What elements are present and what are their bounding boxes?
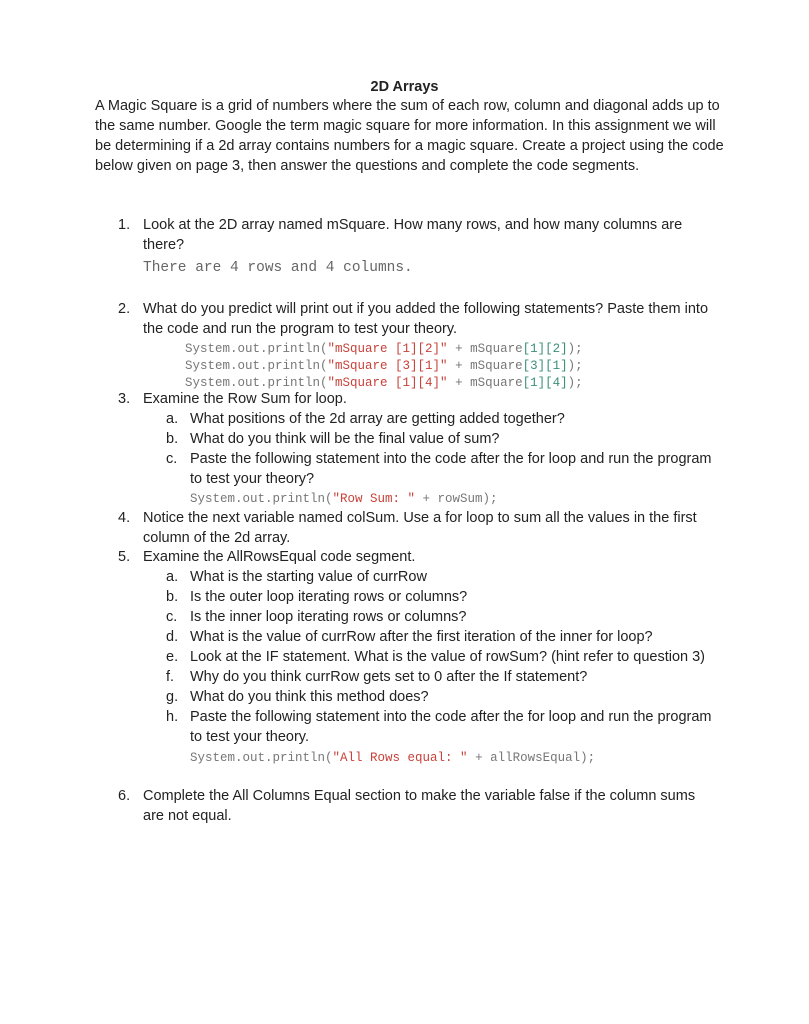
question-3 <box>118 389 718 508</box>
question-text: Notice the next variable named colSum. Use a for loop to sum all the values in the first column of the 2d array. <box>143 510 697 546</box>
code-block <box>185 341 718 392</box>
sub-question-d: d. What is the value of currRow after the first iteration of the inner for loop? <box>166 629 653 645</box>
question-number: 3. <box>118 391 131 407</box>
question-5 <box>118 547 718 767</box>
question-text: What do you predict will print out if you added the following statements? Paste them into the code and run the program to test your theory. <box>143 301 709 337</box>
answer-text: There are 4 rows and 4 columns. <box>143 260 413 276</box>
sub-question-e: e. Look at the IF statement. What is the value of rowSum? (hint refer to question 3) <box>166 649 706 665</box>
question-text: Look at the 2D array named mSquare. How many rows, and how many columns are there? <box>143 217 683 253</box>
sub-question-b: b. Is the outer loop iterating rows or columns? <box>166 589 468 605</box>
intro-paragraph: A Magic Square is a grid of numbers where the sum of each row, column and diagonal adds up to the same number. Google the term magic square for more information. In this assignment we will be determining if a 2d array contains numbers for a magic square. Create a project using the code below given on page 3, then answer the questions and complete the code segments. <box>95 98 724 174</box>
sub-question-c: c. Paste the following statement into the code after the for loop and run the program to test your theory? <box>166 451 712 487</box>
sub-question-h: h. Paste the following statement into the code after the for loop and run the program to test your theory. <box>166 709 712 745</box>
question-2 <box>118 299 718 392</box>
question-number: 2. <box>118 301 131 317</box>
question-number: 1. <box>118 217 131 233</box>
code-line: System.out.println("mSquare [1][2]" + mSquare[1][2]); <box>185 342 583 356</box>
code-line: System.out.println("mSquare [1][4]" + mSquare[1][4]); <box>185 376 583 390</box>
page-title: 2D Arrays <box>370 79 439 95</box>
sub-question-b: b. What do you think will be the final value of sum? <box>166 431 500 447</box>
question-text: Examine the AllRowsEqual code segment. <box>143 549 416 565</box>
question-number: 4. <box>118 510 131 526</box>
code-line: System.out.println("Row Sum: " + rowSum); <box>190 492 498 506</box>
code-line: System.out.println("mSquare [3][1]" + mSquare[3][1]); <box>185 359 583 373</box>
question-text: Complete the All Columns Equal section to make the variable false if the column sums are not equal. <box>143 788 696 824</box>
code-line: System.out.println("All Rows equal: " + allRowsEqual); <box>190 751 596 765</box>
question-number: 6. <box>118 788 131 804</box>
question-text: Examine the Row Sum for loop. <box>143 391 347 407</box>
sub-question-a: a. What is the starting value of currRow <box>166 569 427 585</box>
question-6 <box>118 786 718 826</box>
question-4 <box>118 508 718 548</box>
question-number: 5. <box>118 549 131 565</box>
question-1 <box>118 215 718 279</box>
sub-question-f: f. Why do you think currRow gets set to 0 after the If statement? <box>166 669 588 685</box>
sub-question-a: a. What positions of the 2d array are getting added together? <box>166 411 565 427</box>
sub-question-g: g. What do you think this method does? <box>166 689 429 705</box>
sub-question-c: c. Is the inner loop iterating rows or columns? <box>166 609 467 625</box>
